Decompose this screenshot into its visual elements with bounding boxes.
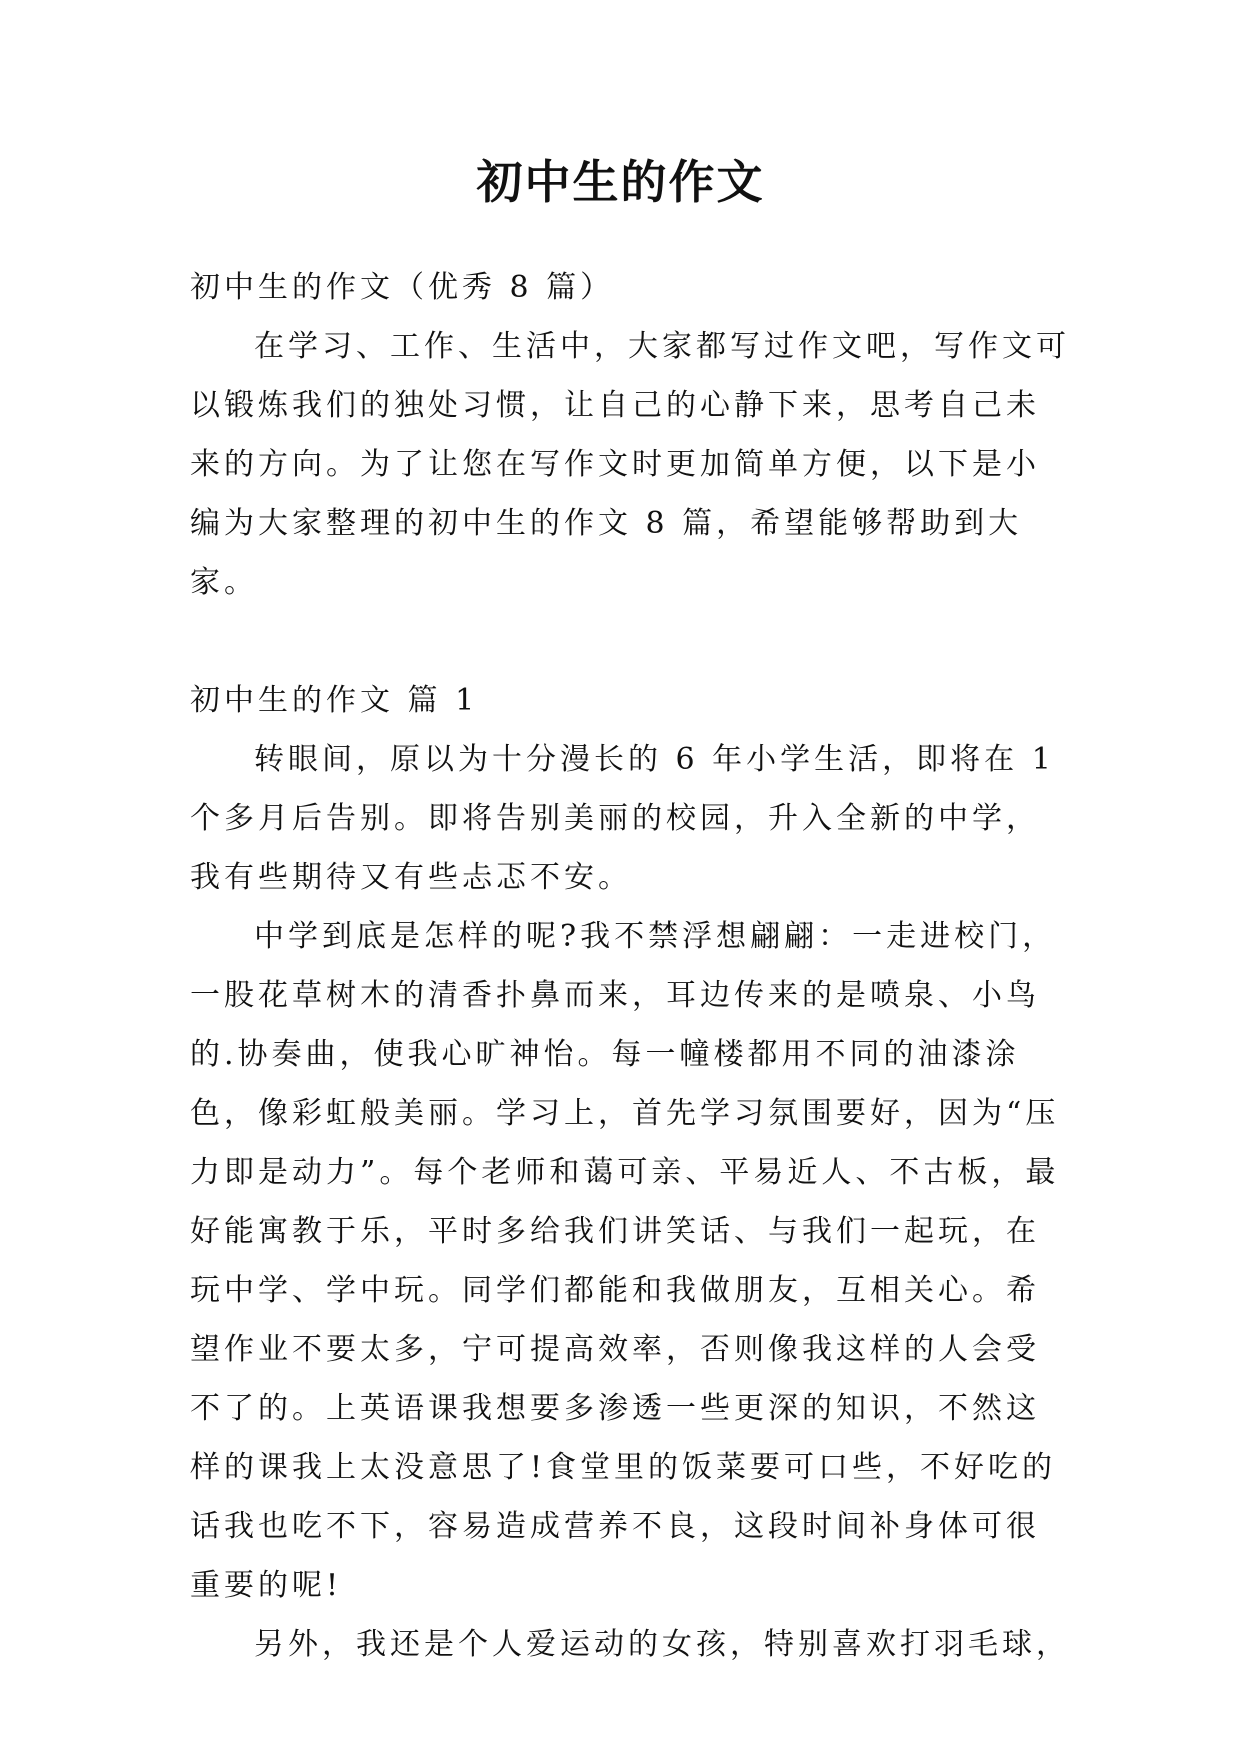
document-body	[190, 258, 1070, 1674]
section-heading: 初中生的作文 篇 1	[190, 683, 479, 718]
section-paragraph-1: 转眼间，原以为十分漫长的 6 年小学生活，即将在 1 个多月后告别。即将告别美丽的校园，升入全新的中学，我有些期待又有些忐忑不安。	[190, 742, 1055, 895]
section-paragraph-2: 中学到底是怎样的呢?我不禁浮想翩翩：一走进校门，一股花草树木的清香扑鼻而来，耳边传来的是喷泉、小鸟的.协奏曲，使我心旷神怡。每一幢楼都用不同的油漆涂色，像彩虹般美丽。学习上，首先学习氛围要好，因为“压力即是动力”。每个老师和蔼可亲、平易近人、不古板，最好能寓教于乐，平时多给我们讲笑话、与我们一起玩，在玩中学、学中玩。同学们都能和我做朋友，互相关心。希望作业不要太多，宁可提高效率，否则像我这样的人会受不了的。上英语课我想要多渗透一些更深的知识，不然这样的课我上太没意思了!食堂里的饭菜要可口些，不好吃的话我也吃不下，容易造成营养不良，这段时间补身体可很重要的呢!	[190, 919, 1060, 1603]
section-paragraph-3: 另外，我还是个人爱运动的女孩，特别喜欢打羽毛球，	[254, 1627, 1070, 1662]
intro-paragraph: 在学习、工作、生活中，大家都写过作文吧，写作文可以锻炼我们的独处习惯，让自己的心静下来，思考自己未来的方向。为了让您在写作文时更加简单方便，以下是小编为大家整理的初中生的作文 8 篇，希望能够帮助到大家。	[190, 329, 1070, 600]
section-spacer	[190, 612, 1070, 671]
document-title: 初中生的作文	[476, 155, 765, 209]
intro-heading: 初中生的作文（优秀 8 篇）	[190, 270, 615, 305]
